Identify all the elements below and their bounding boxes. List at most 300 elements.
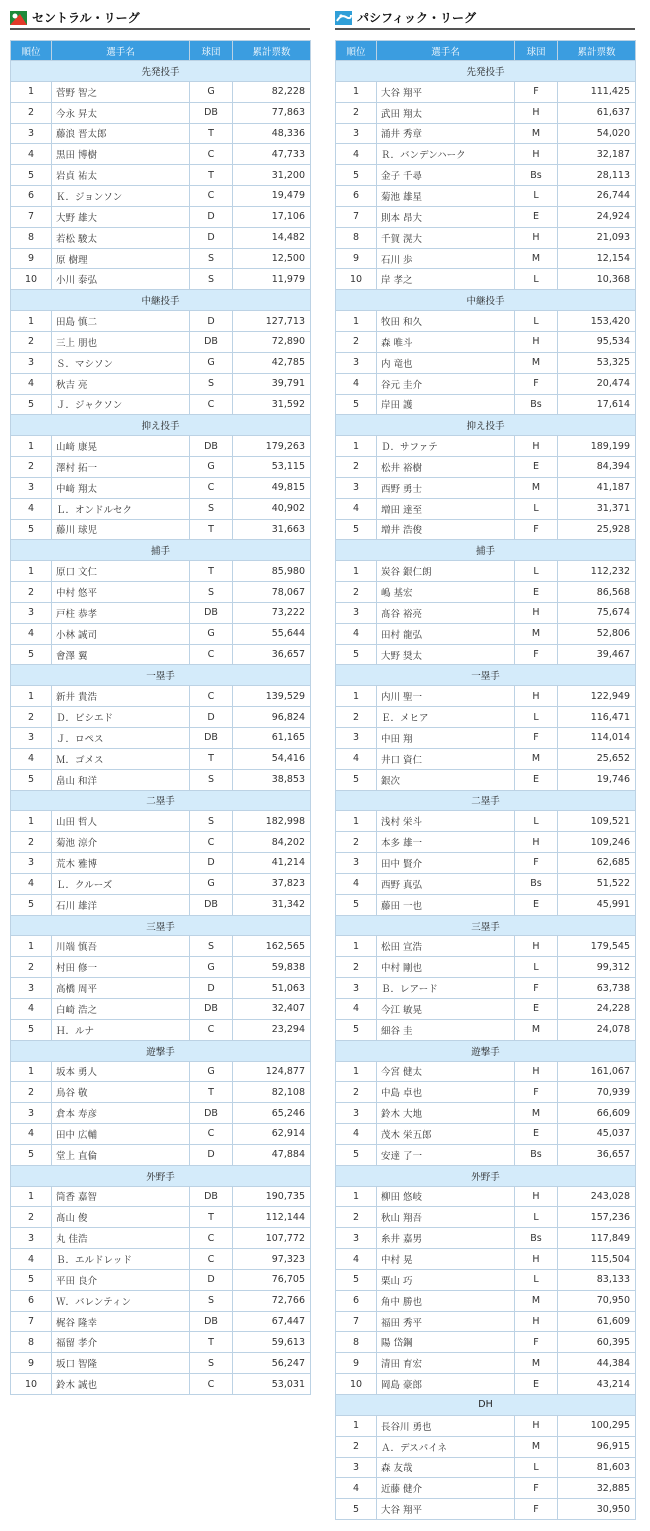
- position-section-label: 中継投手: [11, 290, 311, 311]
- rank-cell: 6: [336, 186, 377, 207]
- votes-cell: 72,890: [233, 331, 311, 352]
- table-row: [336, 457, 636, 478]
- rank-cell: 2: [11, 331, 52, 352]
- team-cell: DB: [190, 894, 233, 915]
- table-row: [336, 519, 636, 540]
- position-section-row: [336, 1395, 636, 1416]
- table-row: [336, 248, 636, 269]
- table-row: [11, 311, 311, 332]
- player-name-cell: 澤村 拓一: [52, 457, 190, 478]
- rank-cell: 10: [336, 1374, 377, 1395]
- player-name-cell: 田中 賢介: [377, 853, 515, 874]
- player-name-cell: 菊池 涼介: [52, 832, 190, 853]
- table-row: [11, 998, 311, 1019]
- rank-cell: 3: [11, 123, 52, 144]
- position-section-row: [336, 415, 636, 436]
- team-cell: DB: [190, 998, 233, 1019]
- player-name-cell: 森 友哉: [377, 1457, 515, 1478]
- team-cell: T: [190, 165, 233, 186]
- table-row: [11, 352, 311, 373]
- player-name-cell: Ｈ．ルナ: [52, 1019, 190, 1040]
- votes-cell: 41,214: [233, 853, 311, 874]
- team-cell: D: [190, 311, 233, 332]
- team-cell: S: [190, 248, 233, 269]
- table-row: [11, 707, 311, 728]
- votes-cell: 17,106: [233, 206, 311, 227]
- player-name-cell: 岸 孝之: [377, 269, 515, 290]
- table-row: [336, 1478, 636, 1499]
- team-cell: M: [515, 1019, 558, 1040]
- votes-cell: 19,746: [558, 769, 636, 790]
- votes-cell: 36,657: [233, 644, 311, 665]
- table-row: [11, 1207, 311, 1228]
- position-section-label: 捕手: [11, 540, 311, 561]
- team-cell: C: [190, 394, 233, 415]
- table-row: [11, 957, 311, 978]
- table-row: [11, 477, 311, 498]
- votes-cell: 31,200: [233, 165, 311, 186]
- table-row: [336, 1124, 636, 1145]
- rank-cell: 8: [336, 1332, 377, 1353]
- table-row: [11, 873, 311, 894]
- votes-cell: 26,744: [558, 186, 636, 207]
- player-name-cell: 小林 誠司: [52, 623, 190, 644]
- team-cell: M: [515, 248, 558, 269]
- table-row: [11, 894, 311, 915]
- player-name-cell: 若松 駿太: [52, 227, 190, 248]
- player-name-cell: 會澤 翼: [52, 644, 190, 665]
- table-row: [11, 1144, 311, 1165]
- table-row: [336, 602, 636, 623]
- table-row: [11, 1311, 311, 1332]
- votes-cell: 17,614: [558, 394, 636, 415]
- votes-cell: 40,902: [233, 498, 311, 519]
- team-cell: DB: [190, 1186, 233, 1207]
- table-row: [336, 644, 636, 665]
- team-cell: M: [515, 352, 558, 373]
- rank-cell: 2: [11, 832, 52, 853]
- table-row: [336, 498, 636, 519]
- rank-cell: 3: [11, 352, 52, 373]
- votes-cell: 153,420: [558, 311, 636, 332]
- player-name-cell: 秋吉 亮: [52, 373, 190, 394]
- player-name-cell: 鈴木 誠也: [52, 1374, 190, 1395]
- player-name-cell: 銀次: [377, 769, 515, 790]
- rank-cell: 3: [336, 352, 377, 373]
- rank-cell: 4: [336, 144, 377, 165]
- rank-cell: 1: [336, 436, 377, 457]
- player-name-cell: 石川 歩: [377, 248, 515, 269]
- rank-cell: 8: [336, 227, 377, 248]
- votes-cell: 52,806: [558, 623, 636, 644]
- team-cell: F: [515, 644, 558, 665]
- table-row: [11, 519, 311, 540]
- rank-cell: 9: [336, 1353, 377, 1374]
- position-section-label: 遊撃手: [336, 1040, 636, 1061]
- table-row: [336, 436, 636, 457]
- rank-cell: 3: [336, 1228, 377, 1249]
- votes-cell: 43,214: [558, 1374, 636, 1395]
- position-section-label: DH: [336, 1395, 636, 1416]
- rank-cell: 4: [336, 1478, 377, 1499]
- team-cell: DB: [190, 602, 233, 623]
- votes-cell: 45,991: [558, 894, 636, 915]
- rank-cell: 3: [11, 978, 52, 999]
- team-cell: Bs: [515, 873, 558, 894]
- team-cell: S: [190, 1353, 233, 1374]
- team-cell: E: [515, 582, 558, 603]
- votes-cell: 23,294: [233, 1019, 311, 1040]
- team-cell: DB: [190, 1103, 233, 1124]
- position-section-row: [336, 1165, 636, 1186]
- rank-cell: 3: [336, 1457, 377, 1478]
- team-cell: S: [190, 811, 233, 832]
- votes-cell: 47,733: [233, 144, 311, 165]
- table-row: [11, 853, 311, 874]
- rank-cell: 3: [11, 477, 52, 498]
- rank-cell: 5: [336, 769, 377, 790]
- votes-header: 累計票数: [233, 41, 311, 61]
- table-row: [336, 1332, 636, 1353]
- table-row: [11, 457, 311, 478]
- position-section-row: [336, 290, 636, 311]
- team-cell: C: [190, 686, 233, 707]
- rank-cell: 1: [11, 1061, 52, 1082]
- team-cell: D: [190, 206, 233, 227]
- votes-cell: 38,853: [233, 769, 311, 790]
- votes-cell: 47,884: [233, 1144, 311, 1165]
- votes-cell: 61,609: [558, 1311, 636, 1332]
- rank-cell: 9: [11, 248, 52, 269]
- player-name-cell: 石川 雄洋: [52, 894, 190, 915]
- rank-cell: 2: [11, 957, 52, 978]
- table-row: [11, 811, 311, 832]
- table-row: [11, 269, 311, 290]
- rank-cell: 2: [336, 1207, 377, 1228]
- table-row: [336, 1311, 636, 1332]
- player-name-cell: 新井 貴浩: [52, 686, 190, 707]
- team-cell: T: [190, 1082, 233, 1103]
- team-cell: S: [190, 373, 233, 394]
- votes-cell: 124,877: [233, 1061, 311, 1082]
- team-cell: L: [515, 957, 558, 978]
- rank-cell: 6: [11, 1290, 52, 1311]
- rank-cell: 1: [336, 686, 377, 707]
- rank-cell: 1: [336, 1415, 377, 1436]
- votes-cell: 39,467: [558, 644, 636, 665]
- team-cell: M: [515, 1290, 558, 1311]
- team-cell: F: [515, 81, 558, 102]
- table-row: [11, 227, 311, 248]
- team-cell: C: [190, 1249, 233, 1270]
- player-name-cell: Ｄ．サファテ: [377, 436, 515, 457]
- votes-cell: 49,815: [233, 477, 311, 498]
- table-row: [336, 1374, 636, 1395]
- rank-cell: 4: [336, 623, 377, 644]
- player-name-cell: 菊池 雄星: [377, 186, 515, 207]
- rank-cell: 4: [336, 748, 377, 769]
- rank-cell: 5: [11, 165, 52, 186]
- rank-cell: 4: [336, 1124, 377, 1145]
- votes-cell: 76,705: [233, 1269, 311, 1290]
- rank-cell: 5: [11, 1269, 52, 1290]
- rank-cell: 3: [336, 602, 377, 623]
- team-cell: E: [515, 894, 558, 915]
- player-name-cell: 中島 卓也: [377, 1082, 515, 1103]
- team-cell: L: [515, 311, 558, 332]
- team-cell: F: [515, 1499, 558, 1520]
- votes-cell: 114,014: [558, 728, 636, 749]
- rank-cell: 1: [336, 936, 377, 957]
- rank-cell: 3: [11, 1103, 52, 1124]
- rank-cell: 7: [336, 206, 377, 227]
- table-row: [11, 686, 311, 707]
- player-name-cell: 黒田 博樹: [52, 144, 190, 165]
- team-cell: C: [190, 644, 233, 665]
- team-cell: C: [190, 832, 233, 853]
- rank-cell: 2: [336, 102, 377, 123]
- rank-cell: 1: [11, 81, 52, 102]
- table-row: [336, 1249, 636, 1270]
- rank-cell: 10: [336, 269, 377, 290]
- player-name-cell: 千賀 滉大: [377, 227, 515, 248]
- position-section-label: 先発投手: [336, 61, 636, 82]
- votes-cell: 111,425: [558, 81, 636, 102]
- votes-cell: 95,534: [558, 331, 636, 352]
- position-section-label: 二塁手: [336, 790, 636, 811]
- votes-cell: 54,416: [233, 748, 311, 769]
- team-cell: F: [515, 373, 558, 394]
- votes-cell: 116,471: [558, 707, 636, 728]
- rank-cell: 2: [11, 457, 52, 478]
- table-row: [11, 832, 311, 853]
- rank-cell: 1: [336, 1186, 377, 1207]
- team-cell: H: [515, 1061, 558, 1082]
- table-row: [336, 1457, 636, 1478]
- central-league-header: [10, 6, 310, 30]
- votes-cell: 243,028: [558, 1186, 636, 1207]
- position-section-label: 捕手: [336, 540, 636, 561]
- player-name-cell: 倉本 寿彦: [52, 1103, 190, 1124]
- team-cell: T: [190, 1332, 233, 1353]
- votes-cell: 109,246: [558, 832, 636, 853]
- player-name-cell: 福留 孝介: [52, 1332, 190, 1353]
- team-cell: Bs: [515, 394, 558, 415]
- table-row: [336, 186, 636, 207]
- table-row: [11, 123, 311, 144]
- votes-cell: 72,766: [233, 1290, 311, 1311]
- table-row: [11, 373, 311, 394]
- votes-cell: 24,924: [558, 206, 636, 227]
- table-row: [336, 894, 636, 915]
- rank-cell: 7: [11, 1311, 52, 1332]
- player-name-cell: 菅野 智之: [52, 81, 190, 102]
- votes-cell: 179,545: [558, 936, 636, 957]
- team-cell: Bs: [515, 1144, 558, 1165]
- votes-cell: 48,336: [233, 123, 311, 144]
- team-header: 球団: [190, 41, 233, 61]
- team-cell: H: [515, 227, 558, 248]
- votes-cell: 45,037: [558, 1124, 636, 1145]
- votes-cell: 115,504: [558, 1249, 636, 1270]
- rank-cell: 1: [336, 811, 377, 832]
- player-header: 選手名: [377, 41, 515, 61]
- votes-cell: 189,199: [558, 436, 636, 457]
- votes-cell: 31,663: [233, 519, 311, 540]
- player-name-cell: 福田 秀平: [377, 1311, 515, 1332]
- table-row: [336, 832, 636, 853]
- position-section-row: [336, 915, 636, 936]
- table-row: [11, 602, 311, 623]
- table-row: [336, 1103, 636, 1124]
- rank-cell: 3: [11, 602, 52, 623]
- table-row: [336, 582, 636, 603]
- player-name-cell: Ｊ．ロペス: [52, 728, 190, 749]
- rank-cell: 3: [11, 1228, 52, 1249]
- player-name-cell: Ｄ．ビシエド: [52, 707, 190, 728]
- player-name-cell: 糸井 嘉男: [377, 1228, 515, 1249]
- position-section-row: [11, 915, 311, 936]
- team-cell: D: [190, 1269, 233, 1290]
- rank-cell: 3: [336, 1103, 377, 1124]
- team-cell: DB: [190, 436, 233, 457]
- rank-cell: 5: [11, 1144, 52, 1165]
- votes-cell: 32,407: [233, 998, 311, 1019]
- player-name-cell: Ｋ．ジョンソン: [52, 186, 190, 207]
- central-league-title: セントラル・リーグ: [32, 10, 140, 25]
- rank-cell: 2: [11, 582, 52, 603]
- team-cell: G: [190, 457, 233, 478]
- rank-cell: 2: [11, 102, 52, 123]
- player-name-cell: 荒木 雅博: [52, 853, 190, 874]
- votes-cell: 78,067: [233, 582, 311, 603]
- votes-header: 累計票数: [558, 41, 636, 61]
- player-name-cell: 岩貞 祐太: [52, 165, 190, 186]
- player-name-cell: 中村 悠平: [52, 582, 190, 603]
- table-row: [336, 1082, 636, 1103]
- table-row: [336, 748, 636, 769]
- rank-cell: 3: [336, 123, 377, 144]
- team-cell: M: [515, 1436, 558, 1457]
- rank-cell: 4: [11, 748, 52, 769]
- player-name-cell: 田村 龍弘: [377, 623, 515, 644]
- votes-cell: 10,368: [558, 269, 636, 290]
- votes-cell: 182,998: [233, 811, 311, 832]
- position-section-label: 一塁手: [336, 665, 636, 686]
- team-cell: D: [190, 978, 233, 999]
- votes-cell: 21,093: [558, 227, 636, 248]
- votes-cell: 112,232: [558, 561, 636, 582]
- player-name-cell: 三上 朋也: [52, 331, 190, 352]
- rank-cell: 4: [336, 873, 377, 894]
- rank-cell: 2: [336, 457, 377, 478]
- rank-cell: 7: [11, 206, 52, 227]
- votes-cell: 100,295: [558, 1415, 636, 1436]
- rank-cell: 2: [336, 1082, 377, 1103]
- table-row: [11, 186, 311, 207]
- player-name-cell: 髙谷 裕亮: [377, 602, 515, 623]
- team-cell: L: [515, 498, 558, 519]
- table-row: [11, 144, 311, 165]
- rank-cell: 2: [336, 582, 377, 603]
- table-row: [336, 477, 636, 498]
- player-name-cell: 堂上 直倫: [52, 1144, 190, 1165]
- table-row: [336, 707, 636, 728]
- votes-cell: 32,187: [558, 144, 636, 165]
- team-cell: E: [515, 457, 558, 478]
- votes-cell: 97,323: [233, 1249, 311, 1270]
- rank-cell: 1: [336, 81, 377, 102]
- player-name-cell: 筒香 嘉智: [52, 1186, 190, 1207]
- rank-cell: 2: [11, 1207, 52, 1228]
- rank-cell: 1: [11, 811, 52, 832]
- player-name-cell: 今永 昇太: [52, 102, 190, 123]
- votes-cell: 190,735: [233, 1186, 311, 1207]
- table-row: [11, 248, 311, 269]
- rank-cell: 5: [336, 519, 377, 540]
- votes-cell: 30,950: [558, 1499, 636, 1520]
- position-section-row: [11, 540, 311, 561]
- player-name-cell: 坂本 勇人: [52, 1061, 190, 1082]
- position-section-label: 先発投手: [11, 61, 311, 82]
- team-cell: M: [515, 623, 558, 644]
- player-name-cell: 炭谷 銀仁朗: [377, 561, 515, 582]
- position-section-row: [11, 290, 311, 311]
- pacific-league-icon: [335, 10, 352, 24]
- team-cell: T: [190, 1207, 233, 1228]
- rank-cell: 3: [11, 728, 52, 749]
- rank-cell: 5: [336, 394, 377, 415]
- rank-cell: 10: [11, 1374, 52, 1395]
- rank-cell: 4: [336, 498, 377, 519]
- votes-cell: 14,482: [233, 227, 311, 248]
- team-cell: E: [515, 769, 558, 790]
- team-cell: L: [515, 269, 558, 290]
- votes-cell: 28,113: [558, 165, 636, 186]
- votes-cell: 67,447: [233, 1311, 311, 1332]
- team-cell: G: [190, 623, 233, 644]
- player-name-cell: 増井 浩俊: [377, 519, 515, 540]
- player-name-cell: 大谷 翔平: [377, 1499, 515, 1520]
- player-name-cell: 清田 育宏: [377, 1353, 515, 1374]
- position-section-label: 二塁手: [11, 790, 311, 811]
- player-name-cell: 涌井 秀章: [377, 123, 515, 144]
- rank-cell: 4: [11, 623, 52, 644]
- table-row: [336, 957, 636, 978]
- votes-cell: 56,247: [233, 1353, 311, 1374]
- position-section-label: 三塁手: [11, 915, 311, 936]
- table-row: [336, 331, 636, 352]
- table-row: [11, 1249, 311, 1270]
- votes-cell: 70,950: [558, 1290, 636, 1311]
- table-row: [11, 1103, 311, 1124]
- rank-cell: 7: [336, 1311, 377, 1332]
- team-cell: G: [190, 1061, 233, 1082]
- table-row: [11, 936, 311, 957]
- table-row: [11, 1186, 311, 1207]
- table-row: [336, 394, 636, 415]
- rank-cell: 5: [336, 644, 377, 665]
- player-name-cell: 長谷川 勇也: [377, 1415, 515, 1436]
- rank-header: 順位: [336, 41, 377, 61]
- player-name-cell: Ｂ．レアード: [377, 978, 515, 999]
- position-section-label: 中継投手: [336, 290, 636, 311]
- rank-cell: 2: [336, 957, 377, 978]
- team-cell: M: [515, 477, 558, 498]
- team-cell: C: [190, 477, 233, 498]
- player-name-cell: 藤浪 晋太郎: [52, 123, 190, 144]
- team-header: 球団: [515, 41, 558, 61]
